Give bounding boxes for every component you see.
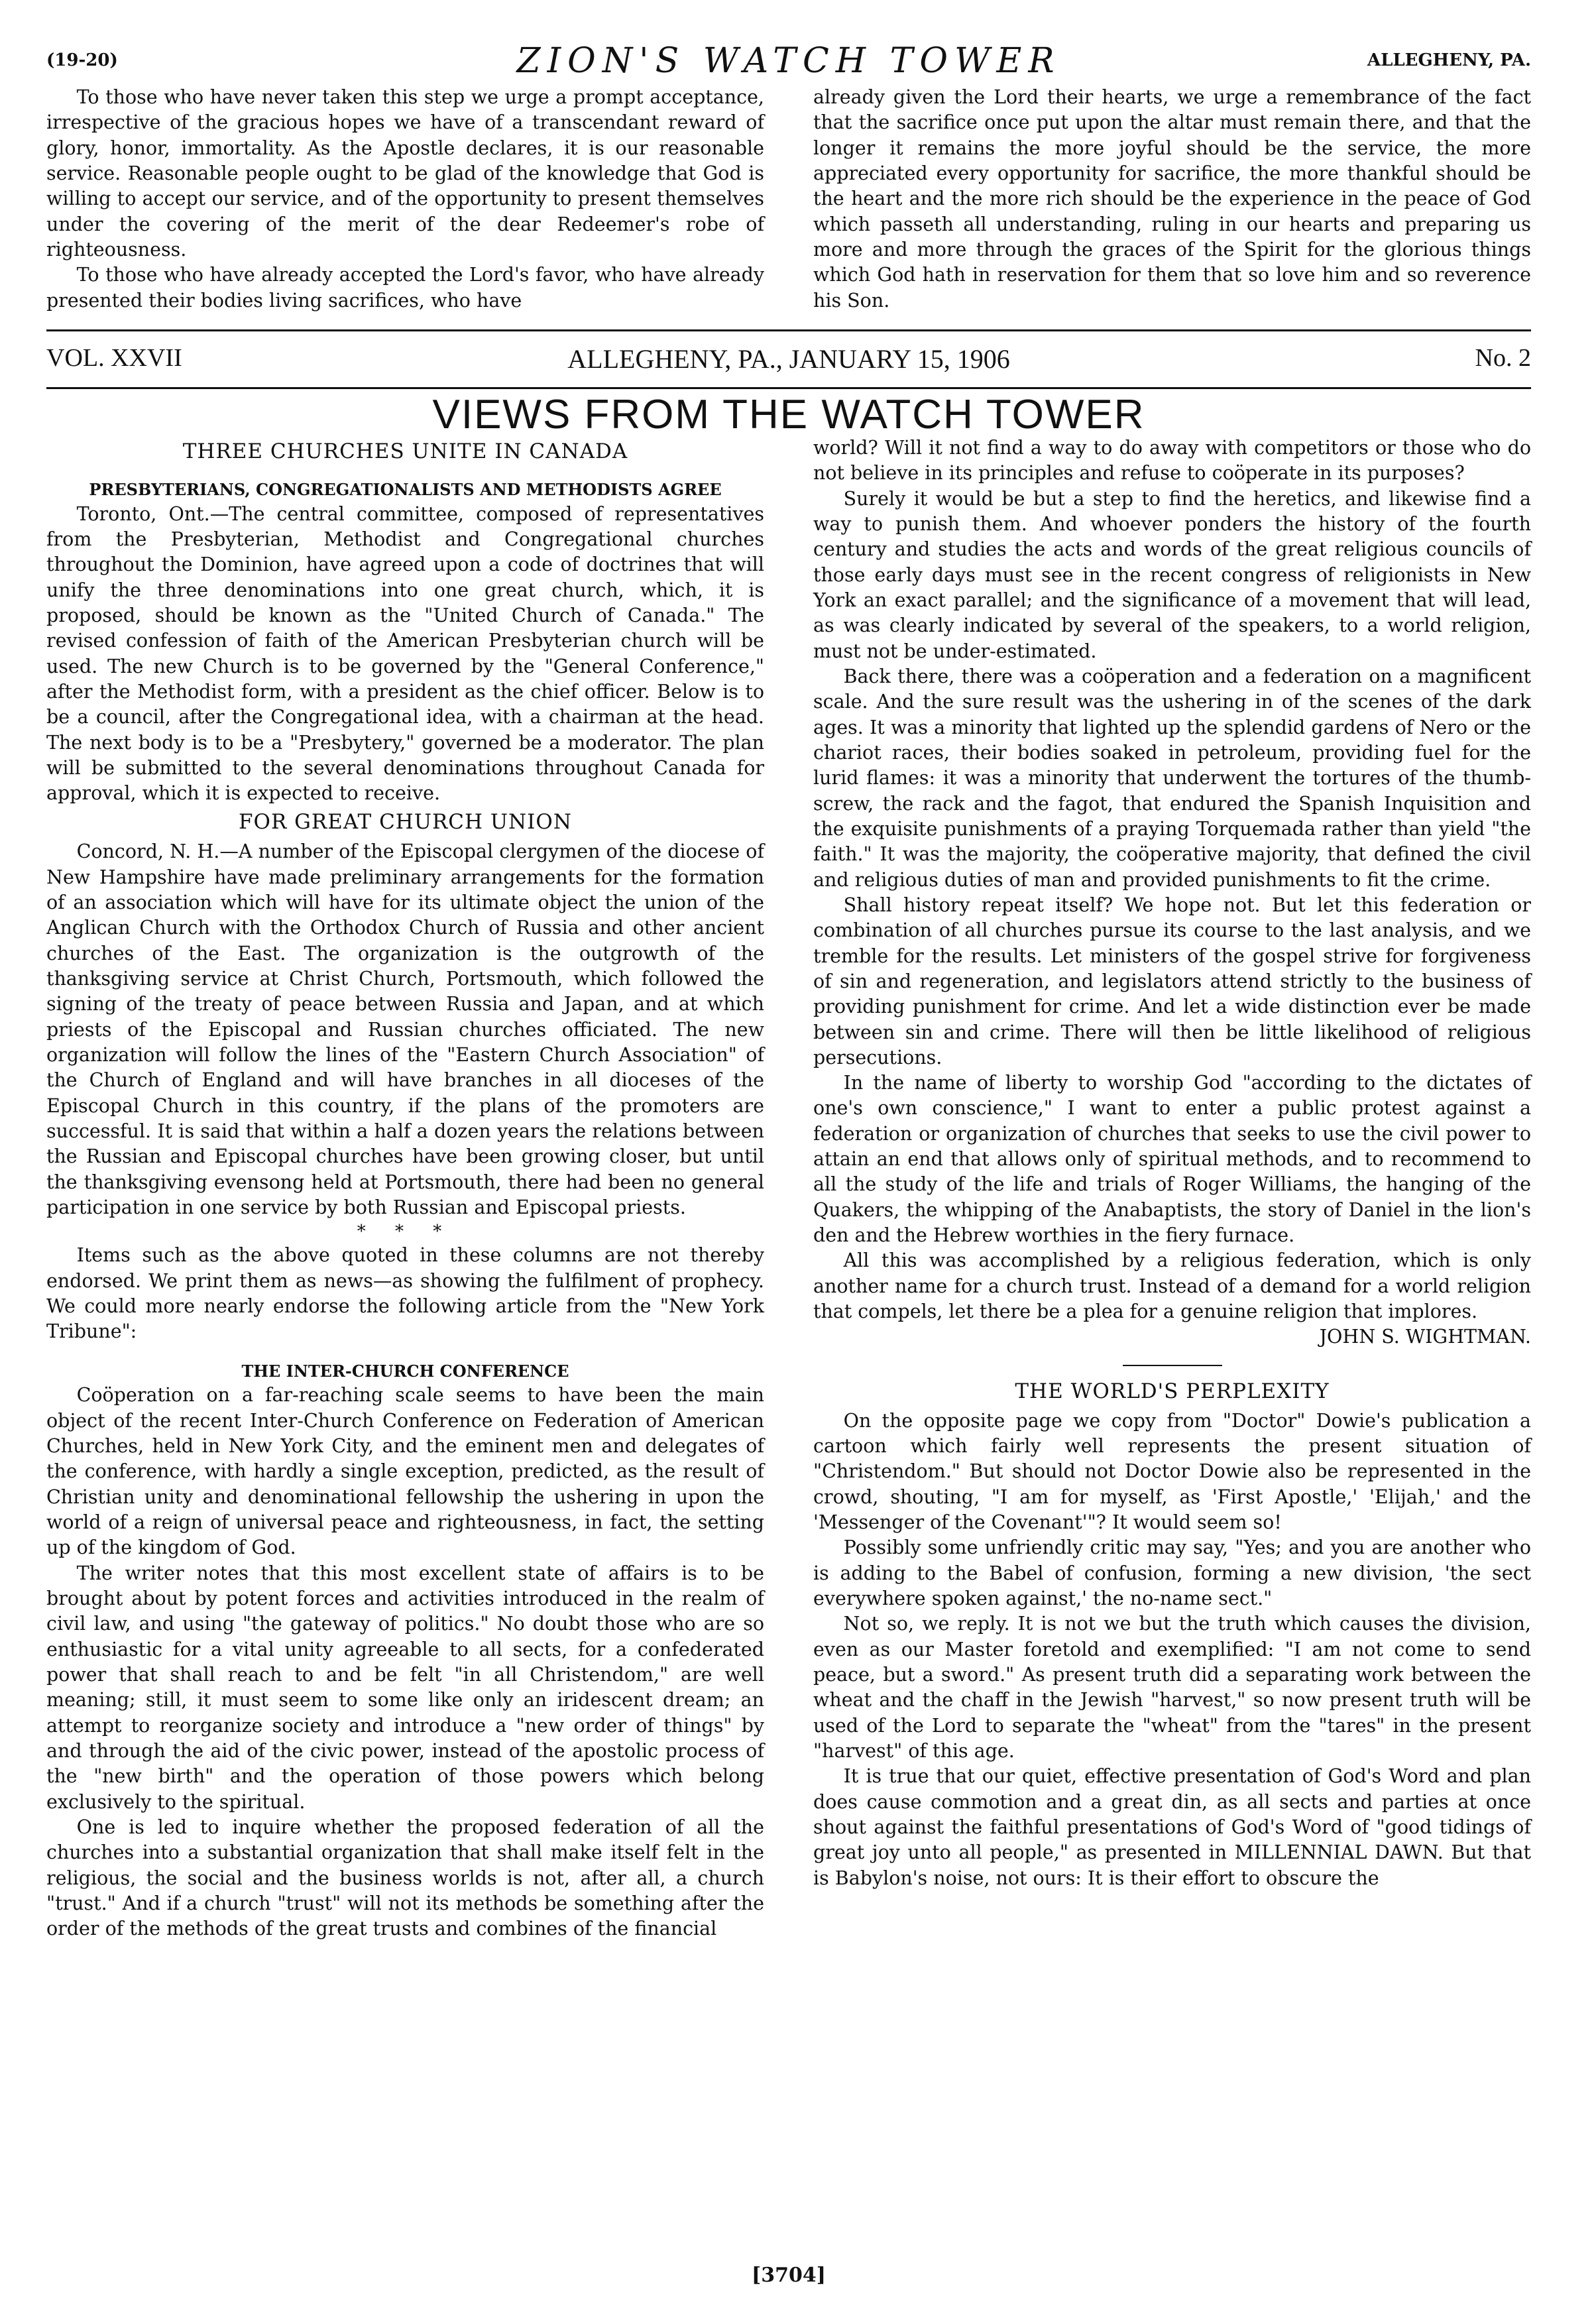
paragraph: Items such as the above quoted in these columns are not thereby endorsed. We print them as news—as showing the fulfilment of prophecy. We could more nearly endorse the following article from the "New York Tribune": bbox=[46, 1244, 764, 1343]
paragraph: Possibly some unfriendly critic may say, "Yes; and you are another who is adding to the Babel of confusion, forming a new division, 'the sect everywhere spoken against,' the no-name sect." bbox=[813, 1536, 1531, 1610]
issue-number: No. 2 bbox=[1475, 343, 1531, 372]
paragraph: Toronto, Ont.—The central committee, composed of representatives from the Presbyterian, Methodist and Congregational churches throughout the Dominion, have agreed upon a code of doctrines that will unify the three denominations into one great church, which, it is proposed, should be known as the "United Church of Canada." The revised confession of faith of the American Presbyterian church will be used. The new Church is to be governed by the "General Conference," after the Methodist form, with a president as the chief officer. Below is to be a council, after the Congregational idea, with a chairman at the head. The next body is to be a "Presbytery," governed be a moderator. The plan will be submitted to the several denominations throughout Canada for approval, which it is expected to receive. bbox=[46, 502, 764, 805]
author-signature: JOHN S. WIGHTMAN. bbox=[1319, 1326, 1531, 1348]
masthead bbox=[46, 329, 1531, 389]
article-heading: THREE CHURCHES UNITE IN CANADA bbox=[182, 439, 628, 463]
paragraph: It is true that our quiet, effective presentation of God's Word and plan does cause commotion and a great din, as all sects and parties at once shout against the faithful presentations of God's Word of "good tidings of great joy unto all people," as presented in MILLENNIAL DAWN. But that is Babylon's noise, not ours: It is their effort to obscure the bbox=[813, 1765, 1531, 1889]
journal-title: ZION'S WATCH TOWER bbox=[516, 41, 1061, 81]
article-heading: FOR GREAT CHURCH UNION bbox=[239, 810, 572, 835]
paragraph: Not so, we reply. It is not we but the truth which causes the division, even as our Master foretold and exemplified: "I am not come to send peace, but a sword." As present truth did a separating work between the wheat and the chaff in the Jewish "harvest," so now present truth will be used of the Lord to separate the "wheat" from the "tares" in the present "harvest" of this age. bbox=[813, 1613, 1531, 1763]
page-number: [3704] bbox=[752, 2264, 826, 2287]
article-subheading: PRESBYTERIANS, CONGREGATIONALISTS AND METHODISTS AGREE bbox=[89, 479, 722, 499]
paragraph: To those who have already accepted the Lord's favor, who have already presented their bodies living sacrifices, who have bbox=[46, 264, 764, 312]
dateline: ALLEGHENY, PA., JANUARY 15, 1906 bbox=[567, 343, 1010, 374]
place-of-publication: ALLEGHENY, PA. bbox=[1367, 50, 1531, 70]
paragraph: Surely it would be but a step to find the heretics, and likewise find a way to punish them. And whoever ponders the history of the fourth century and studies the acts and words of the great religious councils of those early days must see in the recent congress of religionists in New York an exact parallel; and the significance of a movement that will lead, as was clearly indicated by several of the speakers, to a world religion, must not be under-estimated. bbox=[813, 487, 1531, 662]
paragraph: world? Will it not find a way to do away with competitors or those who do not believe in its principles and refuse to coöperate in its purposes? bbox=[813, 436, 1531, 485]
continued-article bbox=[46, 85, 1531, 314]
paragraph: In the name of liberty to worship God "according to the dictates of one's own conscience," I want to enter a public protest against a federation or organization of churches that seeks to use the civil power to attain an end that allows only of spiritual methods, and to recommend to all the study of the life and trials of Roger Williams, the hanging of the Quakers, the whipping of the Anabaptists, the story of Daniel in the lion's den and the Hebrew worthies in the fiery furnace. bbox=[813, 1072, 1531, 1247]
paragraph: Shall history repeat itself? We hope not. But let this federation or combination of all churches pursue its course to the last analysis, and we tremble for the results. Let ministers of the gospel strive for forgiveness of sin and regeneration, and legislators attend strictly to the business of providing punishment for crime. And let a wide distinction ever be made between sin and crime. There will then be little likelihood of religious persecutions. bbox=[813, 894, 1531, 1069]
right-column bbox=[813, 435, 1531, 1942]
paragraph: Coöperation on a far-reaching scale seems to have been the main object of the recent Inter-Church Conference on Federation of American Churches, held in New York City, and the eminent men and delegates of the conference, with hardly a single exception, predicted, as the result of Christian unity and denominational fellowship the ushering in upon the world of a reign of universal peace and righteousness, in fact, the setting up of the kingdom of God. bbox=[46, 1384, 764, 1559]
section-divider-stars: * * * bbox=[357, 1222, 454, 1242]
left-column bbox=[46, 435, 764, 1942]
main-columns bbox=[46, 435, 1531, 1942]
paragraph: Back there, there was a coöperation and a federation on a magnificent scale. And the sure result was the ushering in of the scenes of the dark ages. It was a minority that lighted up the splendid gardens of Nero or the chariot races, their bodies soaked in petroleum, providing fuel for the lurid flames: it was a minority that underwent the tortures of the thumb-screw, the rack and the fagot, that endured the Spanish Inquisition and the exquisite punishments of a praying Torquemada rather than yield "the faith." It was the majority, the coöperative majority, that defined the civil and religious duties of man and provided punishments to fit the crime. bbox=[813, 665, 1531, 891]
page-range: (19-20) bbox=[46, 50, 118, 70]
continued-left-column bbox=[46, 85, 764, 314]
page bbox=[46, 38, 1531, 2292]
running-head bbox=[46, 38, 1531, 85]
article-heading: THE WORLD'S PERPLEXITY bbox=[1015, 1379, 1330, 1403]
paragraph: To those who have never taken this step we urge a prompt acceptance, irrespective of the gracious hopes we have of a transcendant reward of glory, honor, immortality. As the Apostle declares, it is our reasonable service. Reasonable people ought to be glad of the knowledge that God is willing to accept our service, and of the opportunity to present themselves under the covering of the merit of the dear Redeemer's robe of righteousness. bbox=[46, 86, 764, 261]
section-banner: VIEWS FROM THE WATCH TOWER bbox=[432, 391, 1145, 437]
paragraph: On the opposite page we copy from "Doctor" Dowie's publication a cartoon which fairly well represents the present situation of "Christendom." But should not Doctor Dowie also be represented in the crowd, shouting, "I am for myself, as 'First Apostle,' 'Elijah,' and the 'Messenger of the Covenant'"? It would seem so! bbox=[813, 1409, 1531, 1534]
paragraph: Concord, N. H.—A number of the Episcopal clergymen of the diocese of New Hampshire have made preliminary arrangements for the formation of an association which will have for its ultimate object the union of the Anglican Church with the Orthodox Church of Russia and other ancient churches of the East. The organization is the outgrowth of the thanksgiving service at Christ Church, Portsmouth, which followed the signing of the treaty of peace between Russia and Japan, and at which priests of the Episcopal and Russian churches officiated. The new organization will follow the lines of the "Eastern Church Association" of the Church of England and will have branches in all dioceses of the Episcopal Church in this country, if the plans of the promoters are successful. It is said that within a half a dozen years the relations between the Russian and Episcopal churches have been growing closer, but until the thanksgiving evensong held at Portsmouth, there had been no general participation in one service by both Russian and Episcopal priests. bbox=[46, 840, 764, 1219]
paragraph: All this was accomplished by a religious federation, which is only another name for a church trust. Instead of a demand for a world religion that compels, let there be a plea for a genuine religion that implores. bbox=[813, 1249, 1531, 1323]
article-subheading: THE INTER-CHURCH CONFERENCE bbox=[241, 1361, 569, 1381]
volume-number: VOL. XXVII bbox=[46, 343, 182, 372]
continued-right-column bbox=[813, 85, 1531, 314]
paragraph: One is led to inquire whether the proposed federation of all the churches into a substantial organization that shall make itself felt in the religious, the social and the business worlds is not, after all, a church "trust." And if a church "trust" will not its methods be something after the order of the methods of the great trusts and combines of the financial bbox=[46, 1816, 764, 1940]
paragraph: The writer notes that this most excellent state of affairs is to be brought about by potent forces and activities introduced in the realm of civil law, and using "the gateway of politics." No doubt those who are so enthusiastic for a vital unity agreeable to all sects, for a confederated power that shall reach to and be felt "in all Christendom," are well meaning; still, it must seem to some like only an iridescent dream; an attempt to reorganize society and introduce a "new order of things" by and through the aid of the civic power, instead of the apostolic process of the "new birth" and the operation of those powers which belong exclusively to the spiritual. bbox=[46, 1562, 764, 1813]
paragraph: already given the Lord their hearts, we urge a remembrance of the fact that the sacrifice once put upon the altar must remain there, and that the longer it remains the more joyful should be the service, the more appreciated every opportunity for sacrifice, the more thankful should be the heart and the more rich should be the experience in the peace of God which passeth all understanding, ruling in our hearts and preparing us more and more through the graces of the Spirit for the glorious things which God hath in reservation for them that so love him and so reverence his Son. bbox=[813, 86, 1531, 312]
divider-rule bbox=[1123, 1365, 1222, 1366]
